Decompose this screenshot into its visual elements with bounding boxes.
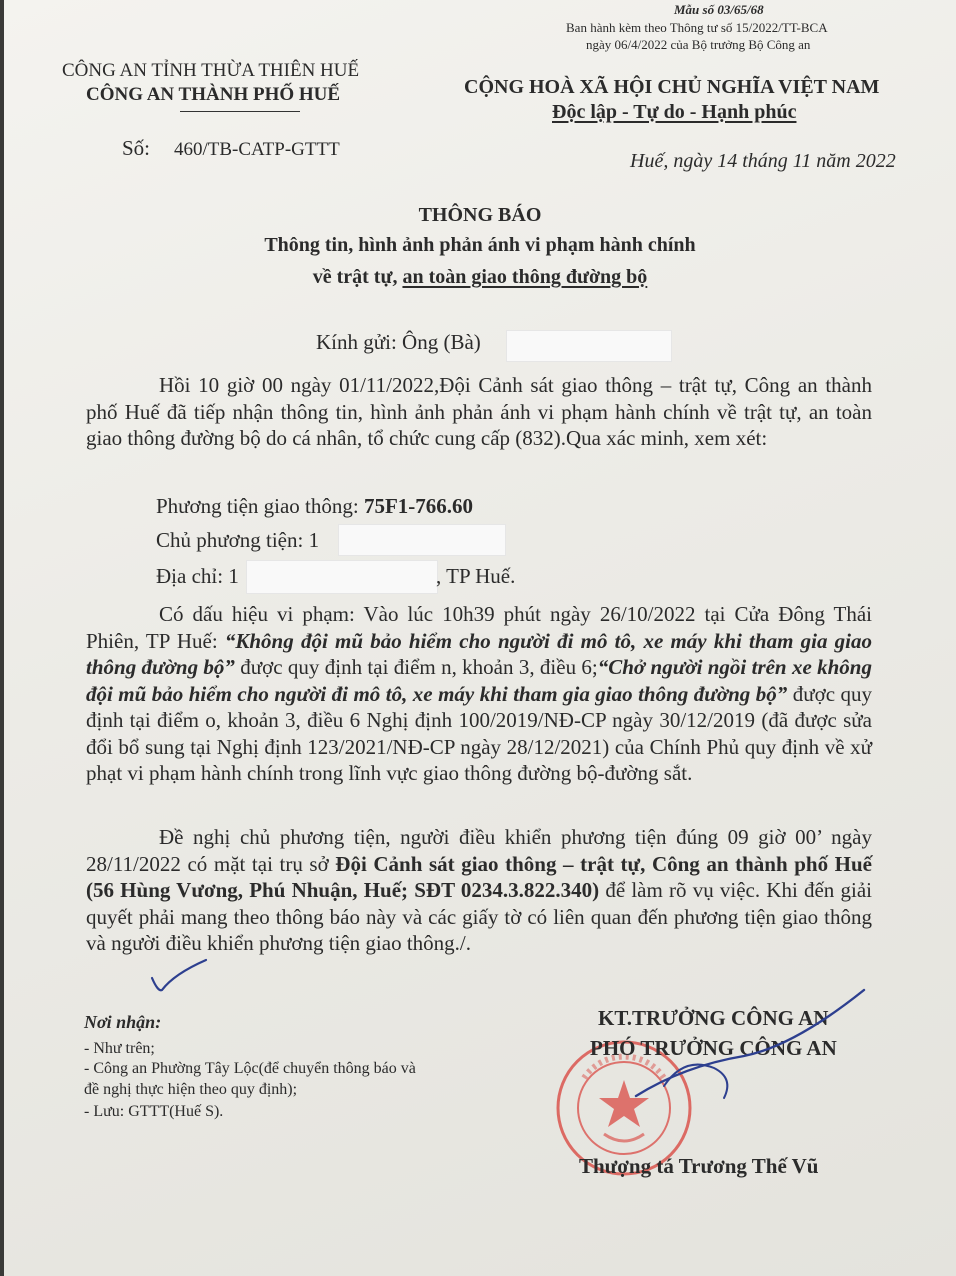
body-paragraph-2 bbox=[86, 601, 872, 787]
recipient-item: - Lưu: GTTT(Huế S). bbox=[84, 1103, 224, 1120]
violation-2: “Chở người ngồi trên xe không đội mũ bảo hiểm cho người đi mô tô, xe máy khi tham gia giao thông đường bộ” bbox=[86, 655, 872, 706]
owner-prefix: 1 bbox=[308, 528, 320, 552]
violation-intro: Có dấu hiệu vi phạm: Vào lúc 10h39 phút ngày 26/10/2022 tại Cửa Đông Thái Phiên, TP Huế: bbox=[86, 602, 872, 653]
paragraph-1-text: Hồi 10 giờ 00 ngày 01/11/2022,Đội Cảnh sát giao thông – trật tự, Công an thành phố Huế đã tiếp nhận thông tin, hình ảnh phản ánh vi phạm hành chính về trật tự, an toàn giao thông đường bộ do cá nhân, tổ chức cung cấp (832).Qua xác minh, xem xét: bbox=[86, 373, 872, 450]
document-subtitle-1: Thông tin, hình ảnh phản ánh vi phạm hành chính bbox=[264, 234, 696, 256]
body-paragraph-3 bbox=[86, 824, 872, 957]
address-prefix: 1 bbox=[228, 564, 239, 588]
signer-name: Thượng tá Trương Thế Vũ bbox=[579, 1154, 819, 1178]
subtitle-2-part-a: về trật tự, bbox=[312, 266, 403, 288]
country-name: CỘNG HOÀ XÃ HỘI CHỦ NGHĨA VIỆT NAM bbox=[464, 76, 880, 98]
form-number: Mẫu số 03/65/68 bbox=[674, 2, 764, 17]
owner-label: Chủ phương tiện: bbox=[156, 528, 309, 552]
office-address: Đội Cảnh sát giao thông – trật tự, Công an thành phố Huế (56 Hùng Vương, Phú Nhuận, Huế; SĐT 0234.3.822.340) bbox=[86, 851, 873, 902]
place-date: Huế, ngày 14 tháng 11 năm 2022 bbox=[630, 150, 896, 172]
redacted-owner-name bbox=[338, 524, 506, 556]
recipient-item: đề nghị thực hiện theo quy định); bbox=[84, 1081, 298, 1098]
document-page bbox=[4, 0, 956, 1276]
request-intro: Đề nghị chủ phương tiện, người điều khiển phương tiện đúng 09 giờ 00’ ngày 28/11/2022 có mặt tại trụ sở bbox=[86, 825, 872, 876]
recipient-item: - Như trên; bbox=[84, 1040, 155, 1057]
vehicle-field bbox=[156, 494, 473, 519]
request-details: để làm rõ vụ việc. Khi đến giải quyết phải mang theo thông báo này và các giấy tờ có liên quan đến phương tiện giao thông và người điều khiển phương tiện giao thông./. bbox=[86, 878, 872, 955]
address-label: Địa chỉ: bbox=[156, 564, 229, 588]
subtitle-2-part-b: an toàn giao thông đường bộ bbox=[402, 266, 648, 288]
document-title: THÔNG BÁO bbox=[418, 204, 542, 226]
document-number-label: Số: bbox=[122, 136, 151, 160]
form-issued-with: Ban hành kèm theo Thông tư số 15/2022/TT-BCA bbox=[566, 20, 828, 35]
agency-name: CÔNG AN THÀNH PHỐ HUẾ bbox=[86, 84, 341, 105]
check-mark-icon bbox=[144, 956, 214, 996]
owner-field bbox=[156, 528, 319, 553]
recipients-heading: Nơi nhận: bbox=[84, 1012, 162, 1032]
violation-1-basis: được quy định tại điểm n, khoản 3, điều 6; bbox=[234, 655, 598, 679]
national-motto: Độc lập - Tự do - Hạnh phúc bbox=[552, 101, 797, 123]
redacted-address bbox=[246, 560, 438, 594]
violation-1: “Không đội mũ bảo hiểm cho người đi mô tô, xe máy khi tham gia giao thông đường bộ” bbox=[86, 628, 872, 679]
vehicle-label: Phương tiện giao thông: bbox=[156, 494, 364, 518]
vehicle-plate: 75F1-766.60 bbox=[363, 494, 474, 518]
agency-parent: CÔNG AN TỈNH THỪA THIÊN HUẾ bbox=[62, 60, 360, 81]
recipient-item: - Công an Phường Tây Lộc(để chuyển thông báo và bbox=[84, 1060, 416, 1077]
signature-title-1: KT.TRƯỞNG CÔNG AN bbox=[598, 1006, 829, 1030]
agency-underline bbox=[180, 111, 300, 112]
violation-2-basis: được quy định tại điểm o, khoản 3, điều 6 Nghị định 100/2019/NĐ-CP ngày 30/12/2019 (đã được sửa đổi bổ sung tại Nghị định 123/2021/NĐ-CP ngày 28/12/2021) của Chính Phủ quy định về xử phạt vi phạm hành chính trong lĩnh vực giao thông đường bộ-đường sắt. bbox=[86, 681, 872, 785]
redacted-recipient-name bbox=[506, 330, 672, 362]
body-paragraph-1 bbox=[86, 372, 872, 452]
recipient-line: Kính gửi: Ông (Bà) bbox=[316, 330, 481, 354]
document-number: 460/TB-CATP-GTTT bbox=[174, 139, 340, 160]
address-suffix: , TP Huế. bbox=[436, 564, 516, 588]
form-issued-date: ngày 06/4/2022 của Bộ trưởng Bộ Công an bbox=[586, 37, 811, 52]
document-subtitle-2 bbox=[4, 266, 956, 289]
address-field bbox=[156, 564, 239, 589]
signature-title-2: PHÓ TRƯỞNG CÔNG AN bbox=[590, 1036, 837, 1060]
handwritten-signature-icon bbox=[624, 986, 884, 1136]
